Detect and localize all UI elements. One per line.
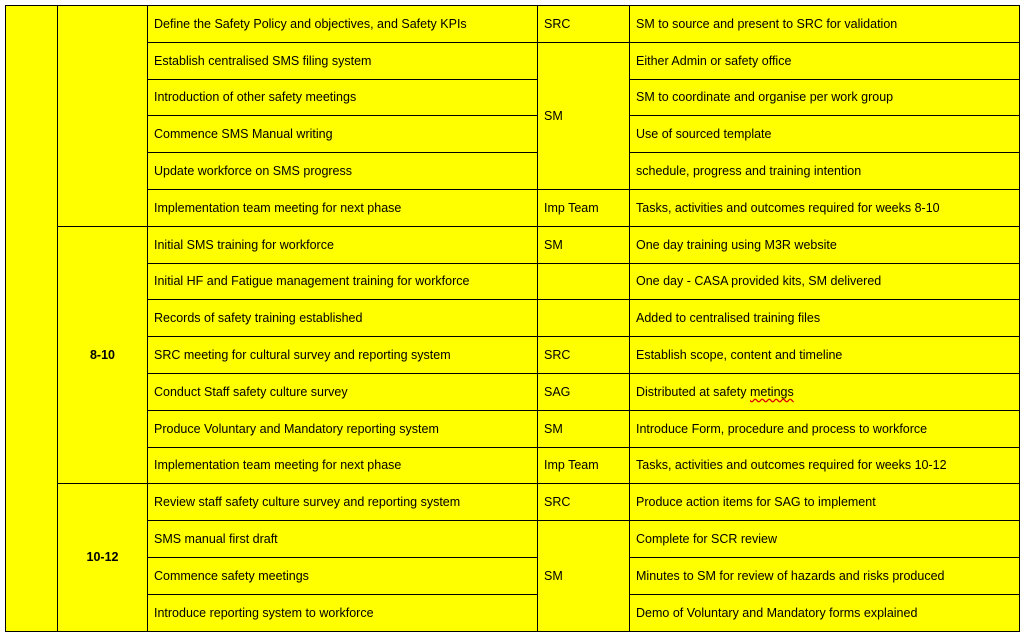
task-cell: Introduction of other safety meetings bbox=[148, 79, 538, 116]
notes-cell: Introduce Form, procedure and process to workforce bbox=[630, 410, 1020, 447]
responsible-cell: Imp Team bbox=[538, 447, 630, 484]
task-cell: Define the Safety Policy and objectives, and Safety KPIs bbox=[148, 6, 538, 43]
task-cell: Produce Voluntary and Mandatory reporting system bbox=[148, 410, 538, 447]
responsible-cell: SM bbox=[538, 226, 630, 263]
table-row bbox=[6, 153, 1020, 190]
sms-implementation-table bbox=[5, 5, 1020, 632]
notes-cell: Tasks, activities and outcomes required for weeks 8-10 bbox=[630, 189, 1020, 226]
week-cell: 8-10 bbox=[58, 226, 148, 484]
task-cell: Implementation team meeting for next phase bbox=[148, 189, 538, 226]
table-row bbox=[6, 521, 1020, 558]
task-cell: Review staff safety culture survey and reporting system bbox=[148, 484, 538, 521]
task-cell: Establish centralised SMS filing system bbox=[148, 42, 538, 79]
table-row bbox=[6, 79, 1020, 116]
notes-cell: Establish scope, content and timeline bbox=[630, 337, 1020, 374]
week-cell bbox=[58, 6, 148, 227]
notes-cell: Demo of Voluntary and Mandatory forms explained bbox=[630, 594, 1020, 631]
notes-cell: One day - CASA provided kits, SM delivered bbox=[630, 263, 1020, 300]
notes-cell: Minutes to SM for review of hazards and risks produced bbox=[630, 557, 1020, 594]
table-row bbox=[6, 373, 1020, 410]
task-cell: Update workforce on SMS progress bbox=[148, 153, 538, 190]
table-row bbox=[6, 337, 1020, 374]
notes-cell: Produce action items for SAG to implement bbox=[630, 484, 1020, 521]
task-cell: Introduce reporting system to workforce bbox=[148, 594, 538, 631]
table-row bbox=[6, 447, 1020, 484]
notes-cell: Complete for SCR review bbox=[630, 521, 1020, 558]
task-cell: Implementation team meeting for next phase bbox=[148, 447, 538, 484]
misspelled-word: metings bbox=[749, 384, 794, 399]
responsible-cell: SM bbox=[538, 521, 630, 631]
responsible-cell: SRC bbox=[538, 484, 630, 521]
notes-cell bbox=[630, 373, 1020, 410]
responsible-cell: SRC bbox=[538, 337, 630, 374]
table-row bbox=[6, 226, 1020, 263]
responsible-cell: SRC bbox=[538, 6, 630, 43]
notes-cell: Use of sourced template bbox=[630, 116, 1020, 153]
table-row bbox=[6, 263, 1020, 300]
notes-cell: Either Admin or safety office bbox=[630, 42, 1020, 79]
notes-cell: SM to coordinate and organise per work group bbox=[630, 79, 1020, 116]
task-cell: Initial HF and Fatigue management training for workforce bbox=[148, 263, 538, 300]
task-cell: Commence SMS Manual writing bbox=[148, 116, 538, 153]
notes-cell: One day training using M3R website bbox=[630, 226, 1020, 263]
table-row bbox=[6, 410, 1020, 447]
table-row bbox=[6, 42, 1020, 79]
table-row bbox=[6, 300, 1020, 337]
responsible-cell: SM bbox=[538, 410, 630, 447]
task-cell: Commence safety meetings bbox=[148, 557, 538, 594]
notes-cell: schedule, progress and training intention bbox=[630, 153, 1020, 190]
table-row bbox=[6, 557, 1020, 594]
notes-text: Distributed at safety bbox=[636, 384, 750, 399]
task-cell: SRC meeting for cultural survey and reporting system bbox=[148, 337, 538, 374]
responsible-cell: SAG bbox=[538, 373, 630, 410]
table-row bbox=[6, 6, 1020, 43]
task-cell: SMS manual first draft bbox=[148, 521, 538, 558]
notes-cell: Added to centralised training files bbox=[630, 300, 1020, 337]
notes-cell: SM to source and present to SRC for validation bbox=[630, 6, 1020, 43]
table-row bbox=[6, 594, 1020, 631]
responsible-cell: SM bbox=[538, 42, 630, 189]
responsible-cell bbox=[538, 263, 630, 300]
table-row bbox=[6, 116, 1020, 153]
task-cell: Records of safety training established bbox=[148, 300, 538, 337]
notes-cell: Tasks, activities and outcomes required for weeks 10-12 bbox=[630, 447, 1020, 484]
week-cell: 10-12 bbox=[58, 484, 148, 631]
table-row bbox=[6, 189, 1020, 226]
responsible-cell: Imp Team bbox=[538, 189, 630, 226]
phase-column bbox=[6, 6, 58, 632]
task-cell: Initial SMS training for workforce bbox=[148, 226, 538, 263]
table-row bbox=[6, 484, 1020, 521]
responsible-cell bbox=[538, 300, 630, 337]
task-cell: Conduct Staff safety culture survey bbox=[148, 373, 538, 410]
